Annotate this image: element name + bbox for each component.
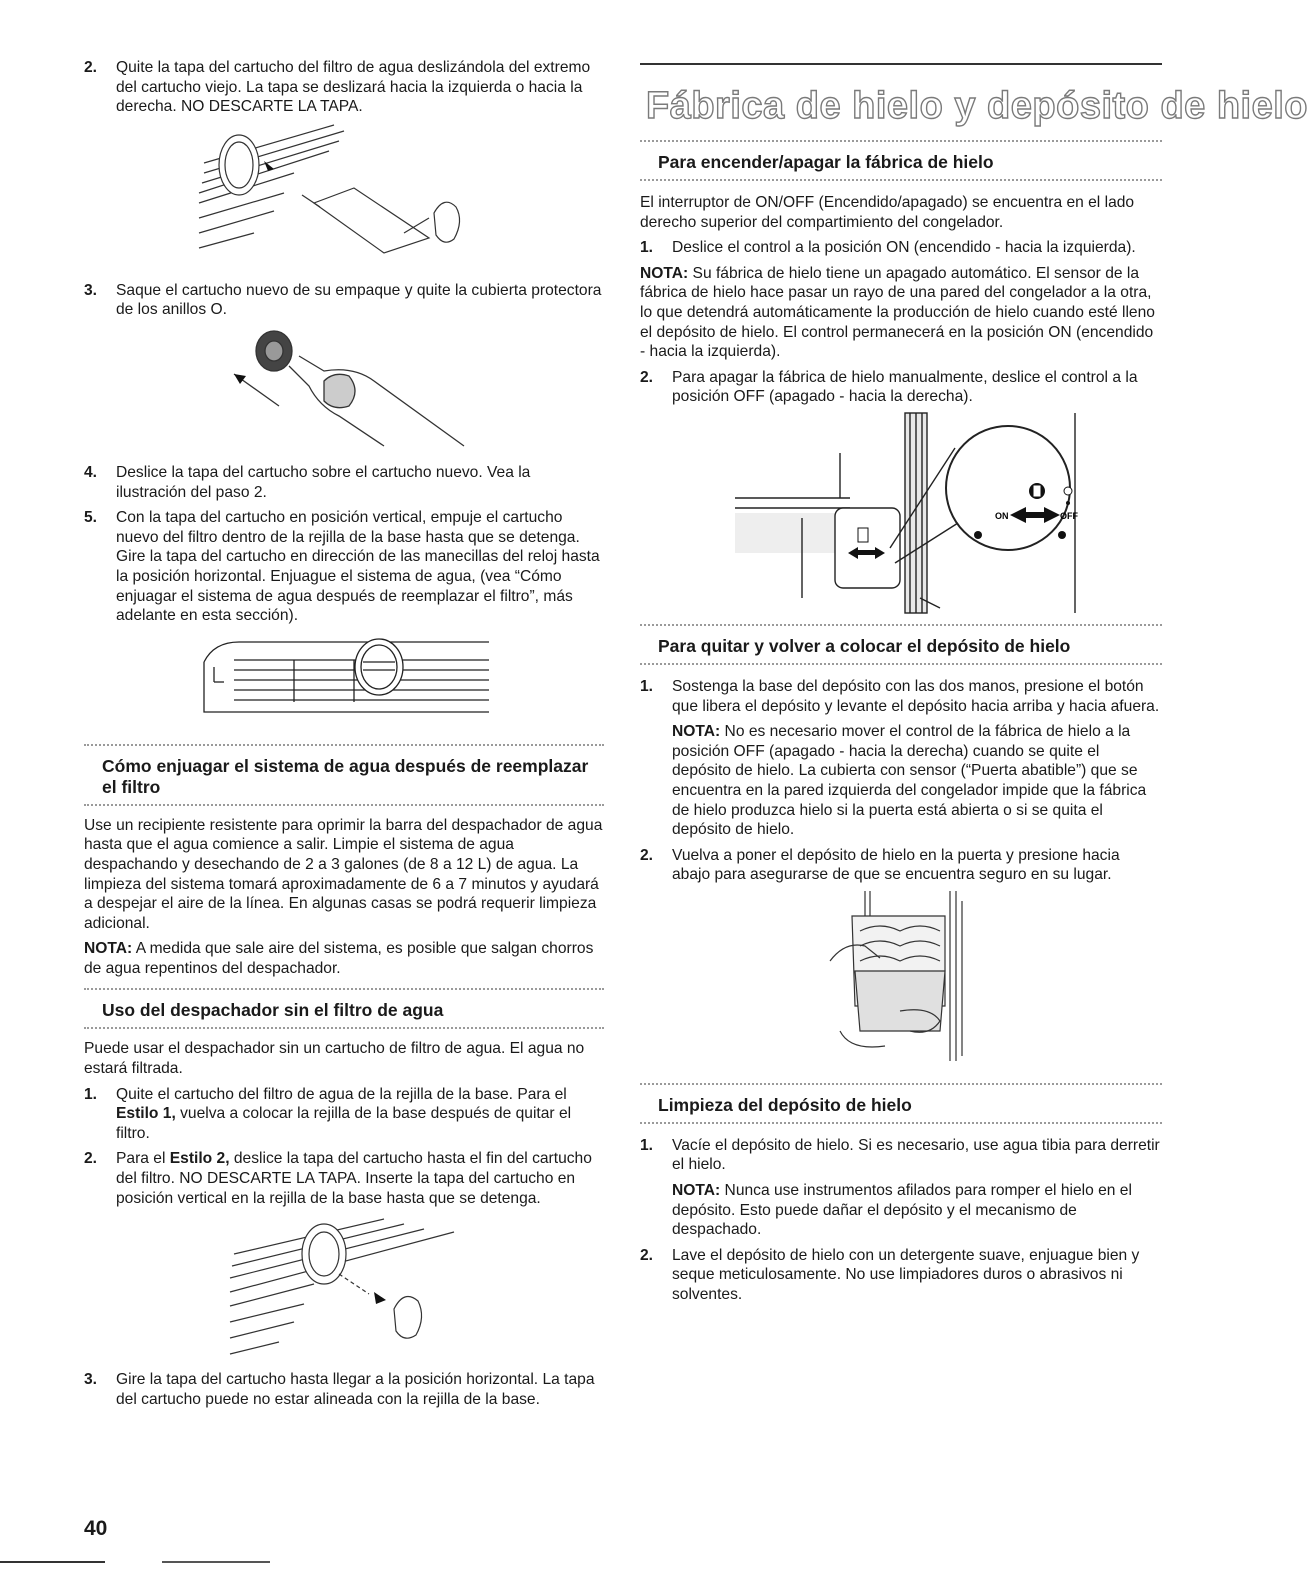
step-text: deslice la tapa del cartucho hasta el fin del cartucho del filtro. NO DESCARTE LA TAPA. Inserte la tapa del cartucho en posición vertical en la rejilla de la base hasta que se detenga. — [116, 1150, 592, 1207]
flush-note — [84, 939, 604, 978]
note-label: NOTA: — [84, 940, 133, 958]
step-text: Deslice el control a la posición ON (encendido - hacia la izquierda). — [672, 239, 1136, 257]
step-2 — [84, 58, 604, 117]
step-text: Para apagar la fábrica de hielo manualmente, deslice el control a la posición OFF (apagado - hacia la derecha). — [672, 368, 1138, 406]
ice-bin-removal-illustration — [640, 891, 1162, 1071]
left-column — [84, 58, 604, 1415]
style-label: Estilo 1, — [116, 1105, 176, 1123]
cap-insert-illustration — [84, 1214, 604, 1364]
step-text: Vuelva a poner el depósito de hielo en la puerta y presione hacia abajo para asegurarse de que se encuentra seguro en su lugar. — [672, 846, 1120, 884]
clean-step-1 — [640, 1136, 1162, 1175]
step-text: Con la tapa del cartucho en posición vertical, empuje el cartucho nuevo del filtro dentro de la rejilla de la base hasta que se detenga. Gire la tapa del cartucho en dirección de las manecillas del reloj hasta la posición horizontal. Enjuague el sistema de agua, (vea “Cómo enjuagar el sistema de agua después de reemplazar el filtro”, más adelante en esta sección). — [116, 509, 600, 625]
bin-step-2 — [640, 846, 1162, 885]
on-off-intro: El interruptor de ON/OFF (Encendido/apagado) se encuentra en el lado derecho superior del compartimiento del congelador. — [640, 194, 1135, 231]
base-grille-cartridge-illustration — [84, 632, 604, 732]
note-text: No es necesario mover el control de la fábrica de hielo a la posición OFF (apagado - hacia la derecha) cuando se quite el depósito de hielo. La cubierta con sensor (“Puerta abatible”) que se encuentra en la pared izquierda del congelador impide que la fábrica de hielo produzca hielo si la puerta está abierta o si se quita el depósito de hielo. — [672, 723, 1147, 839]
step-number: 2. — [640, 1246, 654, 1264]
section-heading-no-filter: Uso del despachador sin el filtro de agua — [102, 1000, 444, 1021]
on-off-step-1 — [640, 238, 1162, 258]
note-text: Nunca use instrumentos afilados para romper el hielo en el depósito. Esto puede dañar el depósito y el mecanismo de despachado. — [672, 1182, 1132, 1239]
step-number: 5. — [84, 509, 98, 527]
no-filter-step-3 — [84, 1370, 604, 1409]
right-column — [640, 63, 1308, 1311]
clean-step-2 — [640, 1246, 1162, 1305]
on-off-note — [640, 264, 1162, 362]
step-text: vuelva a colocar la rejilla de la base después de quitar el filtro. — [116, 1105, 572, 1142]
footer-rule — [0, 1561, 105, 1563]
step-number: 4. — [84, 463, 98, 481]
step-number: 3. — [84, 1371, 98, 1389]
step-text: Saque el cartucho nuevo de su empaque y quite la cubierta protectora de los anillos O. — [116, 281, 602, 319]
divider — [640, 663, 1162, 669]
step-text: Sostenga la base del depósito con las dos manos, presione el botón que libera el depósito y levante el depósito hacia arriba y hacia afuera. — [672, 677, 1160, 715]
on-label: ON — [995, 510, 1009, 521]
step-text: Quite el cartucho del filtro de agua de la rejilla de la base. Para el — [116, 1085, 567, 1103]
note-text: A medida que sale aire del sistema, es posible que salgan chorros de agua repentinos del despachador. — [84, 940, 594, 977]
note-label: NOTA: — [672, 723, 721, 741]
note-text: Su fábrica de hielo tiene un apagado automático. El sensor de la fábrica de hielo hace pasar un rayo de una pared del congelador a la otra, lo que detendrá automáticamente la producción de hielo cuando esté lleno el depósito de hielo. El control permanecerá en la posición ON (encendido - hacia la izquierda). — [640, 264, 1155, 361]
section-heading-clean: Limpieza del depósito de hielo — [658, 1094, 912, 1115]
ice-maker-switch-illustration — [640, 413, 1162, 618]
page-number: 40 — [84, 1517, 108, 1540]
divider — [84, 1027, 604, 1033]
o-ring-cover-illustration — [84, 326, 604, 461]
section-heading-on-off: Para encender/apagar la fábrica de hielo — [658, 152, 994, 172]
step-4 — [84, 463, 604, 502]
filter-cap-removal-illustration — [84, 123, 604, 273]
divider — [640, 179, 1162, 185]
section-heading-bin: Para quitar y volver a colocar el depósito de hielo — [658, 635, 1071, 656]
no-filter-step-2 — [84, 1149, 604, 1208]
step-number: 1. — [640, 677, 654, 695]
step-text: Lave el depósito de hielo con un detergente suave, enjuague bien y seque meticulosamente. No use limpiadores duros o abrasivos ni solventes. — [672, 1246, 1140, 1304]
flush-body: Use un recipiente resistente para oprimir la barra del despachador de agua hasta que el agua comience a salir. Limpie el sistema de agua despachando y desechando de 2 a 3 galones (de 8 a 12 L) de agua. La limpieza del sistema tomará aproximadamente de 6 a 7 minutos y ayudará a despejar el aire de la línea. En algunas casas se podrá requerir limpieza adicional. — [84, 816, 603, 932]
off-label: OFF — [1060, 510, 1078, 521]
step-number: 3. — [84, 281, 98, 299]
step-number: 1. — [84, 1085, 98, 1103]
no-filter-body: Puede usar el despachador sin un cartucho de filtro de agua. El agua no estará filtrada. — [84, 1040, 585, 1078]
divider — [640, 1122, 1162, 1128]
footer-rule — [162, 1561, 270, 1563]
style-label: Estilo 2, — [169, 1150, 230, 1168]
step-3 — [84, 281, 604, 320]
section-heading-flush: Cómo enjuagar el sistema de agua después de reemplazar el filtro — [102, 755, 589, 797]
step-text: Vacíe el depósito de hielo. Si es necesario, use agua tibia para derretir el hielo. — [672, 1136, 1160, 1174]
on-off-step-2 — [640, 368, 1162, 407]
bin-step-1 — [640, 677, 1162, 716]
step-number: 2. — [84, 59, 98, 76]
step-number: 1. — [640, 1136, 654, 1154]
step-number: 1. — [640, 239, 654, 257]
note-label: NOTA: — [640, 264, 689, 282]
note-label: NOTA: — [672, 1182, 721, 1200]
page-title: Fábrica de hielo y depósito de hielo — [646, 85, 1308, 127]
step-text: Gire la tapa del cartucho hasta llegar a la posición horizontal. La tapa del cartucho puede no estar alineada con la rejilla de la base. — [116, 1371, 595, 1408]
step-number: 2. — [640, 368, 654, 386]
step-text: Para el — [116, 1150, 170, 1168]
divider — [84, 804, 604, 810]
step-text: Quite la tapa del cartucho del filtro de agua deslizándola del extremo del cartucho viejo. La tapa se deslizará hacia la izquierda o hacia la derecha. NO DESCARTE LA TAPA. — [116, 59, 591, 116]
step-number: 2. — [84, 1150, 98, 1168]
step-number: 2. — [640, 846, 654, 864]
step-5 — [84, 508, 604, 626]
no-filter-step-1 — [84, 1085, 604, 1144]
bin-note — [640, 722, 1162, 840]
clean-note — [640, 1181, 1162, 1240]
step-text: Deslice la tapa del cartucho sobre el cartucho nuevo. Vea la ilustración del paso 2. — [116, 463, 531, 501]
